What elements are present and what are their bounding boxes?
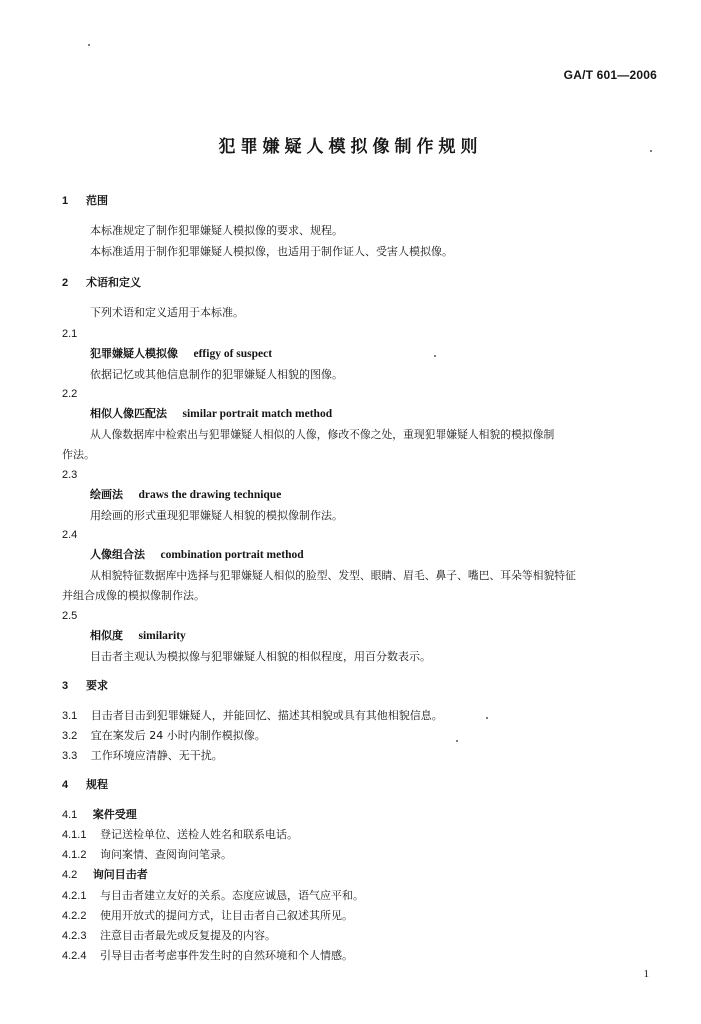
term-en: similarity [138,630,186,642]
definition: 目击者主观认为模拟像与犯罪嫌疑人相貌的相似程度，用百分数表示。 [90,650,431,663]
section-title: 范围 [85,194,108,207]
clause-number: 3.3 [62,750,78,762]
definition: 用绘画的形式重现犯罪嫌疑人相貌的模拟像制作法。 [90,509,343,522]
term-zh: 犯罪嫌疑人模拟像 [90,347,178,360]
page-number: 1 [643,968,649,980]
subsection-title: 询问目击者 [92,868,148,881]
clause-number: 4.1.1 [62,829,87,841]
term-line [90,629,186,643]
section-number: 4 [62,779,69,791]
clause-number: 3.2 [62,730,78,742]
clause [62,929,276,943]
clause [62,949,353,963]
term-line [90,488,281,502]
clause-text: 询问案情、查阅询问笔录。 [99,848,232,861]
term-line [90,407,332,421]
section-title: 要求 [85,679,108,692]
clause [62,828,298,842]
clause [62,889,364,903]
clause-number: 4.2.2 [62,910,87,922]
scan-speck [456,740,458,742]
scan-speck [650,150,652,152]
clause-text: 注意目击者最先或反复提及的内容。 [99,929,276,942]
term-zh: 相似人像匹配法 [90,407,167,420]
term-en: draws the drawing technique [138,489,282,501]
section-2-heading [62,276,141,290]
subsection-title: 案件受理 [92,808,137,821]
clause-text: 目击者目击到犯罪嫌疑人，并能回忆、描述其相貌或具有其他相貌信息。 [90,709,443,722]
section-3-heading [62,679,108,693]
definition-continued: 并组合成像的模拟像制作法。 [62,589,205,602]
clause-number: 4.2.1 [62,890,87,902]
document-title: 犯罪嫌疑人模拟像制作规则 [218,137,483,157]
section-number: 1 [62,195,69,207]
clause-number: 2.2 [62,388,78,400]
clause [62,729,266,743]
paragraph: 下列术语和定义适用于本标准。 [90,306,244,319]
scan-speck [434,355,436,357]
clause [62,848,232,862]
clause-number: 2.5 [62,610,78,622]
clause-text: 与目击者建立友好的关系。态度应诚恳，语气应平和。 [99,889,364,902]
term-en: effigy of suspect [193,348,273,360]
section-number: 2 [62,277,69,289]
subsection-heading [62,808,137,822]
clause-number: 2.4 [62,529,78,541]
definition: 依据记忆或其他信息制作的犯罪嫌疑人相貌的图像。 [90,368,343,381]
section-1-heading [62,194,108,208]
scan-speck [486,717,488,719]
term-line [90,347,272,361]
scan-speck [88,44,90,46]
term-zh: 人像组合法 [90,548,145,561]
paragraph: 本标准适用于制作犯罪嫌疑人模拟像，也适用于制作证人、受害人模拟像。 [90,245,453,258]
subsection-heading [62,868,148,882]
term-en: similar portrait match method [182,408,333,420]
clause-text: 工作环境应清静、无干扰。 [90,749,223,762]
clause-number: 4.1.2 [62,849,87,861]
section-number: 3 [62,680,69,692]
term-zh: 相似度 [90,629,123,642]
term-line [90,548,304,562]
clause [62,749,223,763]
clause-text: 登记送检单位、送检人姓名和联系电话。 [99,828,298,841]
term-en: combination portrait method [160,549,304,561]
term-zh: 绘画法 [90,488,123,501]
clause-number: 4.1 [62,809,78,821]
clause-number: 2.3 [62,469,78,481]
clause-number: 4.2 [62,869,78,881]
paragraph: 本标准规定了制作犯罪嫌疑人模拟像的要求、规程。 [90,224,343,237]
clause [62,909,353,923]
section-title: 术语和定义 [85,276,141,289]
definition-continued: 作法。 [62,448,95,461]
clause-text: 引导目击者考虑事件发生时的自然环境和个人情感。 [99,949,353,962]
clause-number: 2.1 [62,328,78,340]
standard-code: GA/T 601—2006 [563,68,657,82]
definition: 从人像数据库中检索出与犯罪嫌疑人相似的人像，修改不像之处，重现犯罪嫌疑人相貌的模拟像制 [90,428,555,441]
clause-text: 宜在案发后 24 小时内制作模拟像。 [90,729,266,742]
clause-number: 4.2.4 [62,950,87,962]
definition: 从相貌特征数据库中选择与犯罪嫌疑人相似的脸型、发型、眼睛、眉毛、鼻子、嘴巴、耳朵等相貌特征 [90,569,576,582]
clause-number: 4.2.3 [62,930,87,942]
clause-number: 3.1 [62,710,78,722]
section-4-heading [62,778,108,792]
section-title: 规程 [85,778,108,791]
clause [62,709,443,723]
clause-text: 使用开放式的提问方式，让目击者自己叙述其所见。 [99,909,353,922]
